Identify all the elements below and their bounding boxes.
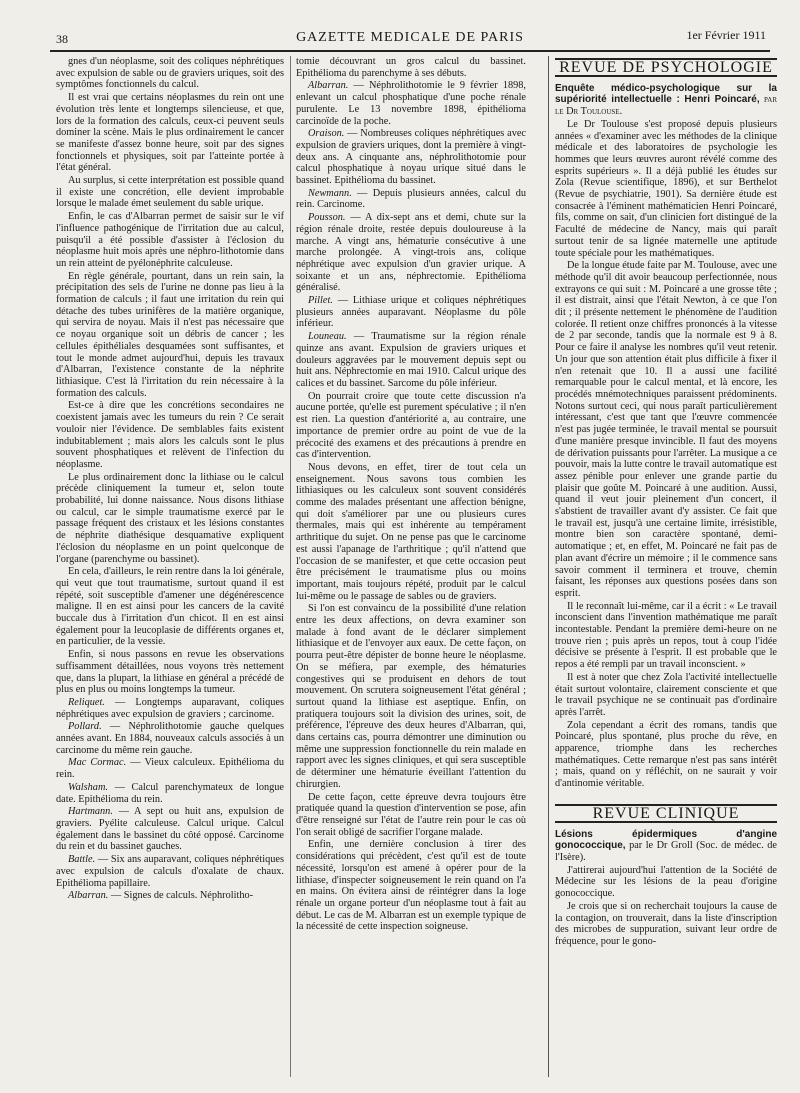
case-author: Pollard.: [68, 721, 102, 733]
case-entry: [56, 697, 284, 720]
journal-title: GAZETTE MEDICALE DE PARIS: [296, 30, 524, 45]
case-author: Albarran.: [68, 890, 109, 902]
paragraph: Enfin, une dernière conclusion à tirer des considérations qui précèdent, c'est qu'il est de toute nécessité, lorsqu'on est amené à opérer pour de la lithiase, d'inspecter soigneusement le rein quand on l'a en mains. On évitera ainsi de réintégrer dans la loge rénale un organe porteur d'un néoplasme tout à fait au début. Le cas de M. Albarran est un exemple typique de la nécessité de cette inspection soigneuse.: [296, 839, 526, 933]
case-author: Pillet.: [308, 295, 333, 307]
case-author: Albarran.: [308, 80, 349, 92]
case-text: — Six ans auparavant, coliques néphrétiques avec expulsion de calculs d'oxalate de chaux. Epithélioma papillaire.: [56, 854, 284, 889]
case-entry: [296, 80, 526, 127]
case-entry: [296, 331, 526, 390]
article-title-2: Lésions épidermiques d'angine gonococcique,: [555, 828, 777, 852]
paragraph: Il est vrai que certains néoplasmes du rein ont une évolution très lente et longtemps silencieuse, et que, lors de la formation des calculs, ceux-ci peuvent seuls dominer la scène. Mais le plus ordinairement le cancer se manifeste d'assez bonne heure, soit par des signes fonctionnels et physiques, soit par l'atteinte portée à l'état général.: [56, 92, 284, 174]
paragraph: Enfin, le cas d'Albarran permet de saisir sur le vif l'influence pathogénique de l'irritation due au calcul, puisqu'il a été possible d'assister à l'éclosion du néoplasme huit mois après une néphro-lithotomie dans un rein atteint de pyélonéphrite calculeuse.: [56, 211, 284, 269]
section-heading-psychologie: REVUE DE PSYCHOLOGIE: [555, 58, 777, 77]
case-text: — Depuis plusieurs années, calcul du rein. Carcinome.: [296, 187, 526, 211]
paragraph: En cela, d'ailleurs, le rein rentre dans la loi générale, qui veut que tout traumatisme, surtout quand il est répété, soit susceptible d'amener une dégénérescence maligne. Il en est ainsi pour les cancers de la cavité buccale dus à l'irritation d'un chicot. Il en est ainsi également pour la leucoplasie de différents organes et, en particulier, de la vessie.: [56, 566, 284, 648]
column-1: [56, 56, 284, 1077]
paragraph: Nous devons, en effet, tirer de tout cela un enseignement. Nous savons tous combien les lithiasiques ou les calculeux sont souvent considérés comme des malades présentant une affection bénigne, qui doit s'améliorer par une ou plusieurs cures thermales, mais qui est inhérente au tempérament arthritique du sujet. On ne pense pas que le carcinome est aussi l'apanage de l'arthritique ; qu'il n'attend que l'occasion de se manifester, et que cette occasion peut être précisément le traumatisme plus ou moins important, mais toujours répété, produit par le calcul lui-même ou le passage de sables ou de graviers.: [296, 461, 526, 602]
paragraph: J'attirerai aujourd'hui l'attention de la Société de Médecine sur les lésions de la peau d'origine gonococcique.: [555, 864, 777, 900]
article-body-2: [555, 865, 777, 948]
paragraph: Au surplus, si cette interprétation est possible quand il existe une concrétion, elle devient improbable lorsque le malade émet seulement du sable urique.: [56, 175, 284, 210]
article-byline: par le Dr Toulouse.: [555, 94, 777, 118]
paragraph: Est-ce à dire que les concrétions secondaires ne coexistent jamais avec les tumeurs du rein ? Ce serait vouloir nier l'évidence. De semblables faits existent indubitablement ; mais alors les calculs sont le plus souvent phosphatiques et relèvent de l'infection du néoplasme.: [56, 400, 284, 470]
case-entry: [56, 854, 284, 889]
continued-paragraph: gnes d'un néoplasme, soit des coliques néphrétiques avec expulsion de sable ou de graviers uriques, soit des symptômes fonctionnels du calcul.: [56, 56, 284, 91]
case-text: — Nombreuses coliques néphrétiques avec expulsion de graviers uriques, dont la première à vingt-deux ans. A cinquante ans, néphrolithotomie pour calcul phosphatique à noyau urique situé dans le bassinet. Epithélioma du bassinet.: [296, 128, 526, 187]
paragraph: On pourrait croire que toute cette discussion n'a aucune portée, qu'elle est purement spéculative ; il n'en est rien. La question d'antériorité a, au contraire, une importance de premier ordre au point de vue de la précocité des examens et des précautions à prendre en cas d'intervention.: [296, 390, 526, 461]
issue-date: 1er Février 1911: [686, 28, 766, 42]
case-text: — Calcul parenchymateux de longue date. Epithélioma du rein.: [56, 781, 284, 805]
paragraph: De la longue étude faite par M. Toulouse, avec une méthode qu'il dit avoir beaucoup perfectionnée, nous extrayons ce qui suit : M. Poincaré a une grosse tête ; il est distrait, ainsi que l'était Newton, à ce que l'on dit ; il présente nettement le phénomène de l'audition colorée. Il retient onze chiffres prononcés à la vitesse de 2 par seconde, tandis que la normale est 9 à 8. Pour ce faire il analyse les nombres qu'il veut retenir. Un jour que son attention était plus difficile à fixer il n'en retenait que 10. Il a aussi une facilité remarquable pour le calcul mental, et là encore, les procédés mnémotechniques paraissent prédominents. Notons surtout ceci, qui nous paraît particulièrement intéressant, c'est que tant que l'œuvre commencée n'est pas jugée terminée, le travail mental se poursuit d'une manière presque invincible. Il faut des moyens de dérivation puissants pour l'arrêter. La musique a ce pouvoir, mais la lutte contre le travail automatique est assez pénible pour enlever une grande partie du plaisir que goûte M. Poincaré à une audition. Aussi, quand il veut jouir pleinement d'un concert, il s'abstient de travailler avant d'y assister. Ce fait que le travail est, jusqu'à une certaine limite, irrésistible, montre bien son caractère spontané, demi-automatique ; et, en effet, M. Poincaré ne fait pas de plan avant d'écrire un mémoire ; il le commence sans savoir comment il terminera et trouve, chemin faisant, les réponses aux questions posées dans son esprit.: [555, 260, 777, 599]
column-divider: [290, 56, 291, 1077]
case-entry: [296, 188, 526, 211]
column-3: [548, 56, 777, 1077]
paragraph: Le plus ordinairement donc la lithiase ou le calcul précède cliniquement la tumeur et, selon toute probabilité, lui donne naissance. Nous disons lithiase ou calcul, car le simple traumatisme exercé par le passage fréquent des cristaux et les lésions constantes de néphrite diathésique desquamative expliquent l'éclosion du néoplasme en un point quelconque de l'organe (parenchyme ou bassinet).: [56, 471, 284, 565]
page-header: [50, 28, 770, 46]
paragraph: Enfin, si nous passons en revue les observations suffisamment détaillées, nous voyons très nettement que, dans la plupart, la lithiase en général a précédé de plus en plus ou moins longtemps la tumeur.: [56, 649, 284, 696]
case-author: Pousson.: [308, 212, 346, 224]
paragraph: Il est à noter que chez Zola l'activité intellectuelle était surtout volontaire, clairement consciente et que le travail psychique ne se continuait pas d'ordinaire après l'arrêt.: [555, 671, 777, 718]
case-text: — Lithiase urique et coliques néphrétiques plusieurs années auparavant. Néoplasme du pôle inférieur.: [296, 295, 526, 330]
paragraph: Zola cependant a écrit des romans, tandis que Poincaré, plus spontané, plus proche du rêve, en apparence, triomphe dans les recherches mathématiques. Cette remarque n'est pas sans intérêt ; mais, quand on y réfléchit, on ne saurait y voir d'antinomie véritable.: [555, 719, 777, 790]
case-entry: [296, 128, 526, 187]
paragraph: Je crois que si on recherchait toujours la cause de la contagion, on trouverait, dans la liste d'inscription des microbes de suppuration, suivant leur ordre de fréquence, pour le gono-: [555, 900, 777, 947]
case-text: — Néphrolithotomie le 9 février 1898, enlevant un calcul phosphatique d'une poche rénale purulente. Le 13 novembre 1898, épithélioma carcinoïde de la poche.: [296, 80, 526, 127]
case-entry: [296, 212, 526, 294]
case-text: — A sept ou huit ans, expulsion de graviers. Pyélite calculeuse. Calcul urique. Calcul également dans le bassinet du côté opposé. Carcinome du rein et du bassinet gauches.: [56, 806, 284, 853]
case-entry: [56, 721, 284, 756]
case-entry: [56, 757, 284, 780]
case-author: Newmann.: [308, 187, 352, 199]
paragraph: Si l'on est convaincu de la possibilité d'une relation entre les deux affections, on devra examiner son malade à fond avant de le déclarer simplement lithiasique et de l'envoyer aux eaux. De cette façon, on pourra peut-être dépister de bonne heure le néoplasme. On se méfiera, par exemple, des hématuries congestives qui se produisent en dehors de tout mouvement. On scrutera soigneusement l'état général ; surtout quand la lithiase est aseptique. Enfin, on pratiquera toujours soit la division des urines, soit, de préférence, l'épreuve des deux heures d'Albarran, qui, dans certains cas, pourra démontrer une diminution ou même une suppression fonctionnelle du rein malade en rapport avec les signes cliniques, et qui sera susceptible de déterminer une hématurie éveillant l'attention du chirurgien.: [296, 603, 526, 790]
paragraph: Le Dr Toulouse s'est proposé depuis plusieurs années « d'examiner avec les méthodes de la clinique médicale et des laboratoires de psychologie les hommes que leurs œuvres auront révélé comme des esprits supérieurs ». Il a déjà publié les études sur Zola (Revue scientifique, 1896), et sur Berthelot (Revue de psychiatrie, 1901). Sa dernière étude est consacrée à l'éminent mathématicien Henri Poincaré, fils, comme on sait, d'un clinicien fort distingué de la Faculté de médecine de Nancy, mais qui paraît surtout tenir de sa lignée maternelle une aptitude toute spéciale pour les mathématiques.: [555, 118, 777, 259]
case-entry: [56, 782, 284, 805]
column-2: [296, 56, 526, 1077]
continued-paragraph: tomie découvrant un gros calcul du bassinet. Epithélioma du parenchyme à ses débuts.: [296, 56, 526, 79]
case-entry: [56, 806, 284, 853]
case-author: Louneau.: [308, 331, 347, 343]
paragraph: Il le reconnaît lui-même, car il a écrit : « Le travail inconscient dans l'invention mathématique me paraît incontestable. Pendant la première demi-heure on ne trouve rien ; puis après un repos, tout à coup l'idée décisive se présente à l'esprit. Il est probable que le repos a été rempli par un travail inconscient. »: [555, 600, 777, 671]
case-author: Reliquet.: [68, 696, 105, 708]
article-body: [555, 119, 777, 790]
case-author: Oraison.: [308, 128, 345, 140]
case-text: — Traumatisme sur la région rénale quinze ans avant. Expulsion de graviers uriques et douleurs aggravées par le mouvement depuis sept ou huit ans. Néphrectomie en mai 1910. Calcul urique des calices et du bassinet. Sarcome du pôle inférieur.: [296, 331, 526, 389]
article-byline-2: par le Dr Groll (Soc. de médec. de l'Isère).: [555, 840, 777, 863]
article-title: Enquête médico-psychologique sur la supériorité intellectuelle : Henri Poincaré,: [555, 82, 777, 106]
page-number: 38: [56, 32, 68, 46]
case-author: Mac Cormac.: [68, 757, 127, 769]
section-heading-clinique: REVUE CLINIQUE: [555, 804, 777, 823]
case-author: Hartmann.: [68, 806, 113, 818]
case-text: — Signes de calculs. Néphrolitho-: [108, 890, 254, 902]
header-rule: [50, 50, 770, 52]
case-entry: [296, 295, 526, 330]
case-text: — A dix-sept ans et demi, chute sur la région rénale droite, restée depuis douloureuse à la marche. A vingt ans, hématurie consécutive à une marche prolongée. A vingt-trois ans, colique néphrétique avec expulsion d'un gravier urique. A soixante et un ans, néphrectomie. Epithélioma généralisé.: [296, 212, 526, 294]
paragraph: De cette façon, cette épreuve devra toujours être pratiquée quand la question d'intervention se pose, afin d'être renseigné sur l'état de l'autre rein pour le cas où l'on serait obligé de sacrifier l'organe malade.: [296, 791, 526, 838]
case-entry: [56, 890, 284, 902]
case-author: Battle.: [68, 854, 96, 866]
paragraph: En règle générale, pourtant, dans un rein sain, la précipitation des sels de l'urine ne donne pas lieu à la formation de calculs ; il faut une irritation du rein qui détache des tubes urinifères de la matière organique, qui servira de noyau. Mais il n'est pas nécessaire que ce noyau organique soit un débris de cancer ; les cellules épithéliales desquamées sont suffisantes, et tout le monde admet aujourd'hui, depuis les travaux d'Albarran, l'existence constante de la néphrite lithiasique. C'est là l'irritation du rein nécessaire à la formation des calculs.: [56, 270, 284, 399]
case-text: — Longtemps auparavant, coliques néphrétiques avec expulsion de graviers ; carcinome.: [56, 696, 284, 720]
case-text: — Néphrolithotomie gauche quelques années avant. En 1884, nouveaux calculs associés à un carcinome du même rein gauche.: [56, 721, 284, 756]
case-author: Walsham.: [68, 781, 108, 793]
case-text: — Vieux calculeux. Epithélioma du rein.: [56, 757, 284, 781]
